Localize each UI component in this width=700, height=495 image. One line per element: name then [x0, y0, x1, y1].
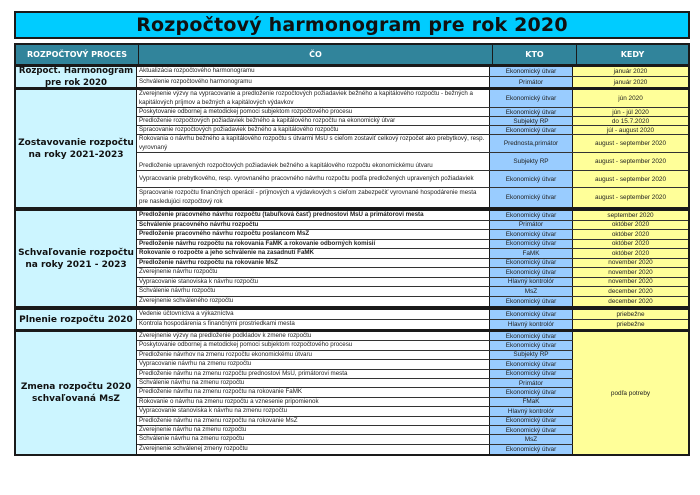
- section-process-label: Rozpočt. Harmonogram pre rok 2020: [16, 67, 137, 87]
- who-cell: Primátor: [490, 77, 573, 87]
- who-cell: Ekonomický útvar: [490, 268, 573, 277]
- when-cell: priebežne: [573, 320, 688, 330]
- table-row: [137, 221, 688, 231]
- what-cell: Aktualizácia rozpočtového harmonogramu: [137, 67, 490, 76]
- section-rows: [137, 310, 688, 329]
- section-harmonogram: [14, 65, 690, 89]
- section-plnenie: [14, 308, 690, 331]
- who-cell: Ekonomický útvar: [490, 445, 573, 454]
- table-row: [137, 320, 688, 330]
- table-row: [137, 398, 573, 407]
- table-row: [137, 153, 688, 171]
- when-cell: november 2020: [573, 278, 688, 287]
- section-rows-left: [137, 332, 573, 454]
- section-rows: [137, 90, 688, 207]
- when-cell: december 2020: [573, 297, 688, 307]
- who-cell: Ekonomický útvar: [490, 332, 573, 340]
- what-cell: Predloženie návrhu rozpočtu na rokovanie MsZ: [137, 259, 490, 268]
- header-when: KEDY: [620, 50, 645, 59]
- what-cell: Predloženie upravených rozpočtových požiadaviek bežného a kapitálového rozpočtu ekonomickému útvaru: [137, 153, 490, 170]
- when-cell: október 2020: [573, 240, 688, 249]
- when-cell: august - september 2020: [573, 171, 688, 187]
- table-row: [137, 310, 688, 320]
- when-cell: jún 2020: [573, 90, 688, 107]
- section-process-label: Plnenie rozpočtu 2020: [16, 310, 137, 329]
- header-process: ROZPOČTOVÝ PROCES: [16, 45, 139, 64]
- who-cell: Ekonomický útvar: [490, 126, 573, 134]
- when-cell-merged: podľa potreby: [573, 332, 688, 454]
- table-row: [137, 211, 688, 221]
- when-cell: január 2020: [573, 77, 688, 87]
- section-process-label: Zostavovanie rozpočtu na roky 2021-2023: [16, 90, 137, 207]
- what-cell: Predloženie rozpočtových požiadaviek bežného a kapitálového rozpočtu na ekonomický útvar: [137, 117, 490, 125]
- header-what: ČO: [139, 45, 493, 64]
- section-rows: [137, 332, 688, 454]
- section-process-label: Zmena rozpočtu 2020 schvaľovaná MsZ: [16, 332, 137, 454]
- table-row: [137, 426, 573, 435]
- who-cell: Ekonomický útvar: [490, 370, 573, 378]
- what-cell: Rokovania o návrhu bežného a kapitálového rozpočtu s útvarmi MsÚ s cieľom zostaviť celkový rozpočet ako prebytkový, resp. vyrovnaný: [137, 135, 490, 152]
- what-cell: Kontrola hospodárenia s finančnými prostriedkami mesta: [137, 320, 490, 330]
- when-cell: december 2020: [573, 287, 688, 296]
- when-cell: november 2020: [573, 259, 688, 268]
- when-cell: júl - august 2020: [573, 126, 688, 134]
- table-row: [137, 188, 688, 207]
- who-cell: Primátor: [490, 379, 573, 387]
- what-cell: Poskytovanie odbornej a metodickej pomoci subjektom rozpočtového procesu: [137, 341, 490, 349]
- what-cell: Vypracovanie stanoviska k návrhu rozpočtu: [137, 278, 490, 287]
- table-row: [137, 268, 688, 278]
- table-row: [137, 259, 688, 269]
- section-zmena: [14, 330, 690, 456]
- who-cell: Ekonomický útvar: [490, 90, 573, 107]
- what-cell: Predloženie návrhu na zmenu rozpočtu na rokovanie MsZ: [137, 417, 490, 425]
- who-cell: Ekonomický útvar: [490, 230, 573, 239]
- when-cell: január 2020: [573, 67, 688, 76]
- table-row: [137, 341, 573, 350]
- what-cell: Schválenie návrhu na zmenu rozpočtu: [137, 379, 490, 387]
- table-row: [137, 332, 573, 341]
- who-cell: Ekonomický útvar: [490, 259, 573, 268]
- when-cell: október 2020: [573, 249, 688, 258]
- section-schvalovanie: [14, 209, 690, 308]
- what-cell: Zverejnenie návrhu rozpočtu: [137, 268, 490, 277]
- when-cell: august - september 2020: [573, 153, 688, 170]
- table-row: [137, 67, 688, 77]
- table-row: [137, 240, 688, 250]
- table-row: [137, 379, 573, 388]
- when-cell: október 2020: [573, 221, 688, 230]
- table-row: [137, 135, 688, 153]
- what-cell: Predloženie návrhu na zmenu rozpočtu na rokovanie FaMK: [137, 388, 490, 396]
- when-cell: priebežne: [573, 310, 688, 319]
- table-row: [137, 445, 573, 454]
- who-cell: Subjekty RP: [490, 351, 573, 359]
- header-who: KTO: [493, 45, 577, 64]
- what-cell: Schválenie rozpočtového harmonogramu: [137, 77, 490, 87]
- table-row: [137, 388, 573, 397]
- section-rows: [137, 211, 688, 306]
- when-cell: august - september 2020: [573, 135, 688, 152]
- section-process-label: Schvaľovanie rozpočtu na roky 2021 - 2023: [16, 211, 137, 306]
- table-header: [14, 43, 690, 66]
- who-cell: Ekonomický útvar: [490, 171, 573, 187]
- table-row: [137, 230, 688, 240]
- who-cell: Ekonomický útvar: [490, 310, 573, 319]
- when-cell: november 2020: [573, 268, 688, 277]
- table-row: [137, 417, 573, 426]
- who-cell: Hlavný kontrolór: [490, 278, 573, 287]
- who-cell: Ekonomický útvar: [490, 426, 573, 434]
- who-cell: Subjekty RP: [490, 117, 573, 125]
- table-row: [137, 435, 573, 444]
- who-cell: Ekonomický útvar: [490, 417, 573, 425]
- what-cell: Zverejnenie schváleného rozpočtu: [137, 297, 490, 307]
- who-cell: Ekonomický útvar: [490, 341, 573, 349]
- what-cell: Rokovanie o návrhu na zmenu rozpočtu a vznesenie pripomienok: [137, 398, 490, 406]
- what-cell: Spracovanie rozpočtových požiadaviek bežného a kapitálového rozpočtu: [137, 126, 490, 134]
- who-cell: Subjekty RP: [490, 153, 573, 170]
- who-cell: Ekonomický útvar: [490, 211, 573, 220]
- when-cell: september 2020: [573, 211, 688, 220]
- what-cell: Zverejnenie výzvy na vypracovanie a predloženie rozpočtových požiadaviek bežného a kapitálového rozpočtu - bežných a kapitálových príjmov a bežných a kapitálových výdavkov: [137, 90, 490, 107]
- what-cell: Vedenie účtovníctva a výkazníctva: [137, 310, 490, 319]
- table-row: [137, 287, 688, 297]
- who-cell: Hlavný kontrolór: [490, 407, 573, 415]
- table-row: [137, 77, 688, 87]
- what-cell: Vypracovanie prebytkového, resp. vyrovnaného pracovného návrhu rozpočtu podľa predložených upravených požiadaviek: [137, 171, 490, 187]
- what-cell: Vypracovanie návrhu na zmenu rozpočtu: [137, 360, 490, 368]
- what-cell: Rokovanie o rozpočte a jeho schválenie na zasadnutí FaMK: [137, 249, 490, 258]
- who-cell: Ekonomický útvar: [490, 108, 573, 116]
- section-zostavovanie: [14, 88, 690, 209]
- what-cell: Predloženie návrhu na zmenu rozpočtu prednostovi MsÚ, primátorovi mesta: [137, 370, 490, 378]
- who-cell: Ekonomický útvar: [490, 67, 573, 76]
- what-cell: Predloženie návrhu rozpočtu na rokovania FaMK a rokovanie odborných komisií: [137, 240, 490, 249]
- table-row: [137, 126, 688, 135]
- table-row: [137, 117, 688, 126]
- what-cell: Poskytovanie odbornej a metodickej pomoci subjektom rozpočtového procesu: [137, 108, 490, 116]
- who-cell: Primátor: [490, 221, 573, 230]
- what-cell: Spracovanie rozpočtu finančných operácií - príjmových a výdavkových s cieľom zabezpečiť vyrovnané hospodárenie mesta pre nasledujúci rozpočtový rok: [137, 188, 490, 207]
- who-cell: Ekonomický útvar: [490, 188, 573, 207]
- table-row: [137, 370, 573, 379]
- who-cell: Ekonomický útvar: [490, 388, 573, 396]
- who-cell: FaMK: [490, 249, 573, 258]
- who-cell: MsZ: [490, 435, 573, 443]
- table-row: [137, 171, 688, 188]
- table-row: [137, 278, 688, 288]
- what-cell: Schválenie návrhu na zmenu rozpočtu: [137, 435, 490, 443]
- what-cell: Schválenie návrhu rozpočtu: [137, 287, 490, 296]
- who-cell: Ekonomický útvar: [490, 297, 573, 307]
- table-row: [137, 297, 688, 307]
- who-cell: Ekonomický útvar: [490, 240, 573, 249]
- page-title: Rozpočtový harmonogram pre rok 2020: [14, 11, 690, 39]
- what-cell: Vypracovanie stanoviska k návrhu na zmenu rozpočtu: [137, 407, 490, 415]
- when-cell: október 2020: [573, 230, 688, 239]
- when-cell: do 15.7.2020: [573, 117, 688, 125]
- who-cell: Prednosta,primátor: [490, 135, 573, 152]
- what-cell: Zverejnenie návrhu na zmenu rozpočtu: [137, 426, 490, 434]
- what-cell: Zverejnenie výzvy na predloženie podkladov k zmene rozpočtu: [137, 332, 490, 340]
- table-row: [137, 108, 688, 117]
- when-cell: jún - júl 2020: [573, 108, 688, 116]
- section-rows: [137, 67, 688, 87]
- what-cell: Predloženie pracovného návrhu rozpočtu (tabuľková časť) prednostovi MsÚ a primátorovi mesta: [137, 211, 490, 220]
- who-cell: Ekonomický útvar: [490, 360, 573, 368]
- what-cell: Predloženie návrhov na zmenu rozpočtu ekonomickému útvaru: [137, 351, 490, 359]
- table-row: [137, 90, 688, 108]
- when-cell: august - september 2020: [573, 188, 688, 207]
- table-row: [137, 360, 573, 369]
- table-row: [137, 407, 573, 416]
- who-cell: Hlavný kontrolór: [490, 320, 573, 330]
- who-cell: FMaK: [490, 398, 573, 406]
- table-row: [137, 249, 688, 259]
- who-cell: MsZ: [490, 287, 573, 296]
- table-row: [137, 351, 573, 360]
- what-cell: Schválenie pracovného návrhu rozpočtu: [137, 221, 490, 230]
- what-cell: Predloženie pracovného návrhu rozpočtu poslancom MsZ: [137, 230, 490, 239]
- what-cell: Zverejnenie schválenej zmeny rozpočtu: [137, 445, 490, 454]
